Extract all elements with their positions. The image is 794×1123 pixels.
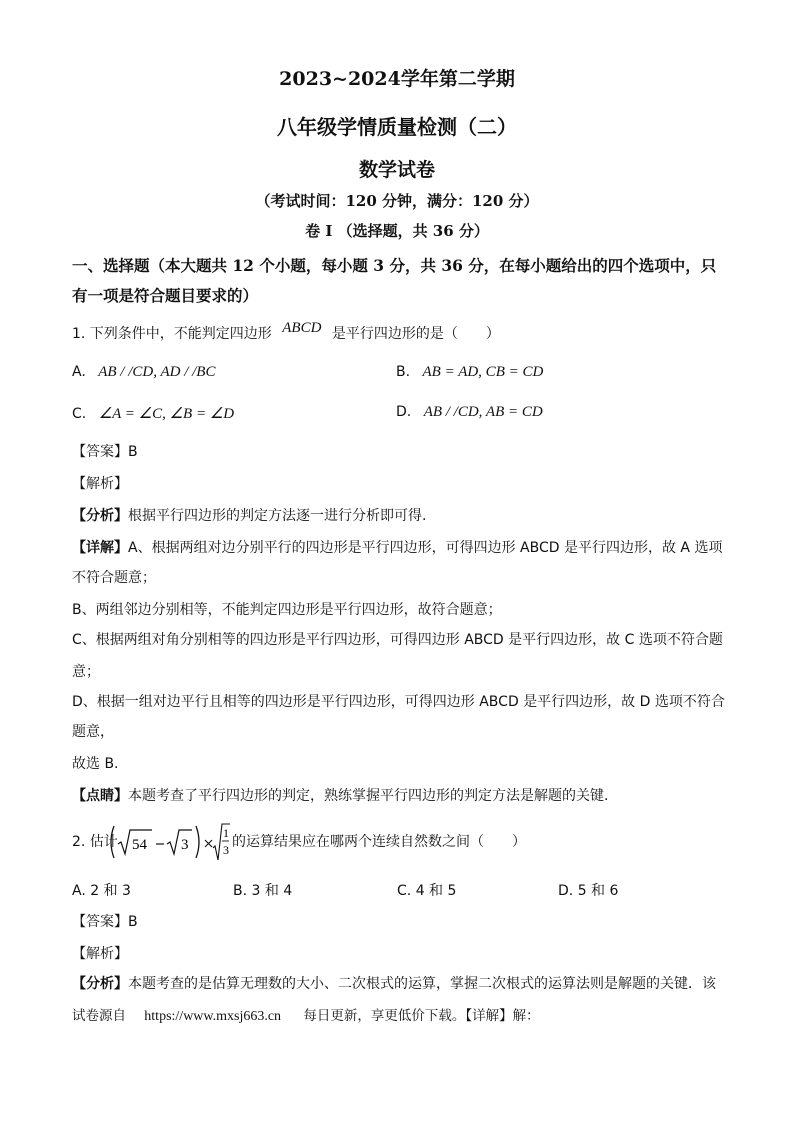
q2-option-c [397, 880, 456, 900]
fraction-numerator: 1 [223, 826, 229, 840]
q1-stem-post: 是平行四边形的是（ ） [331, 326, 500, 342]
option-text: 3 和 4 [251, 883, 293, 899]
option-text: AB / /CD, AB = CD [423, 404, 543, 420]
option-label: A. [72, 364, 86, 380]
q1-stem [72, 320, 500, 344]
radicand-54: 54 [132, 837, 147, 853]
fraction-denominator: 3 [223, 843, 229, 857]
q1-dianjing [72, 786, 608, 806]
option-text: 5 和 6 [577, 883, 619, 899]
q1-stem-math: ABCD [282, 320, 322, 336]
option-text: 4 和 5 [415, 883, 457, 899]
fenxi-tag: 【分析】 [72, 508, 128, 524]
subject-title: 数学试卷 [358, 159, 435, 181]
footer-suffix: 每日更新，享更低价下载。【详解】解： [303, 1008, 540, 1024]
option-text: AB = AD, CB = CD [422, 364, 544, 380]
right-paren [196, 826, 199, 858]
option-text: 2 和 3 [90, 883, 131, 899]
q1-xiangjie-a2: 不符合题意； [72, 570, 156, 586]
q1-stem-pre: 1. 下列条件中，不能判定四边形 [72, 326, 272, 342]
q2-stem-pre: 2. 估计 [72, 834, 118, 850]
exam-info: （考试时间：120 分钟，满分：120 分） [255, 192, 539, 210]
q1-xiangjie-c2: 意； [72, 664, 100, 680]
q1-option-d [396, 404, 543, 421]
option-text: ∠A = ∠C, ∠B = ∠D [98, 406, 235, 422]
volume-title: 卷 I （选择题，共 36 分） [305, 222, 489, 240]
dianjing-text: 本题考查了平行四边形的判定，熟练掌握平行四边形的判定方法是解题的关键. [128, 788, 609, 804]
q2-analysis-head: 【解析】 [72, 946, 128, 962]
q2-option-d [558, 880, 618, 900]
q1-xiangjie-c1: C、根据两组对角分别相等的四边形是平行四边形，可得四边形 ABCD 是平行四边形，故 C 选项不符合题 [72, 632, 723, 648]
q2-option-b [233, 880, 292, 900]
q2-option-a [72, 880, 131, 900]
q1-option-b [396, 364, 543, 381]
q2-stem-post: 的运算结果应在哪两个连续自然数之间（ ） [232, 834, 526, 850]
xiangjie-text: A、根据两组对边分别平行的四边形是平行四边形，可得四边形 ABCD 是平行四边形，故 A 选项 [128, 540, 723, 556]
radicand-3: 3 [181, 837, 189, 853]
q1-fenxi [72, 506, 426, 526]
q1-xiangjie-d2: 题意， [72, 724, 114, 740]
dianjing-tag: 【点睛】 [72, 788, 128, 804]
q1-conclusion: 故选 B. [72, 756, 119, 772]
left-paren [111, 826, 114, 858]
section-heading-line1: 一、选择题（本大题共 12 个小题，每小题 3 分，共 36 分，在每小题给出的四个选项中，只 [72, 256, 717, 275]
option-label: D. [558, 883, 574, 899]
section-heading-line2: 有一项是符合题目要求的） [72, 286, 259, 305]
year-term-title: 2023~2024学年第二学期 [279, 68, 515, 90]
q2-answer: 【答案】B [72, 914, 138, 930]
option-label: A. [72, 883, 86, 899]
option-text: AB / /CD, AD / /BC [98, 364, 216, 380]
fenxi-text: 根据平行四边形的判定方法逐一进行分析即可得. [128, 508, 427, 524]
q1-option-c [72, 404, 234, 423]
option-label: C. [72, 406, 87, 422]
q2-radical-expression [108, 822, 230, 862]
q1-option-a [72, 364, 215, 381]
option-label: B. [396, 364, 411, 380]
xiangjie-tag: 【详解】 [72, 540, 128, 556]
q2-fenxi [72, 974, 716, 994]
fenxi-text: 本题考查的是估算无理数的大小、二次根式的运算，掌握二次根式的运算法则是解题的关键．该 [128, 976, 716, 992]
footer-prefix: 试卷源自 [72, 1008, 126, 1024]
q2-footer-line [72, 1004, 540, 1025]
fenxi-tag: 【分析】 [72, 976, 128, 992]
footer-url-link[interactable]: https://www.mxsj663.cn [144, 1009, 282, 1024]
exam-name-title: 八年级学情质量检测（二） [277, 115, 517, 139]
q1-xiangjie-b: B、两组邻边分别相等，不能判定四边形是平行四边形，故符合题意； [72, 602, 502, 618]
option-label: B. [233, 883, 248, 899]
q1-xiangjie-d1: D、根据一组对边平行且相等的四边形是平行四边形，可得四边形 ABCD 是平行四边形，故 D 选项不符合 [72, 694, 725, 710]
option-label: D. [396, 404, 412, 420]
option-label: C. [397, 883, 412, 899]
q1-xiangjie-a1 [72, 538, 722, 558]
q1-answer: 【答案】B [72, 444, 138, 460]
q1-analysis-head: 【解析】 [72, 476, 128, 492]
